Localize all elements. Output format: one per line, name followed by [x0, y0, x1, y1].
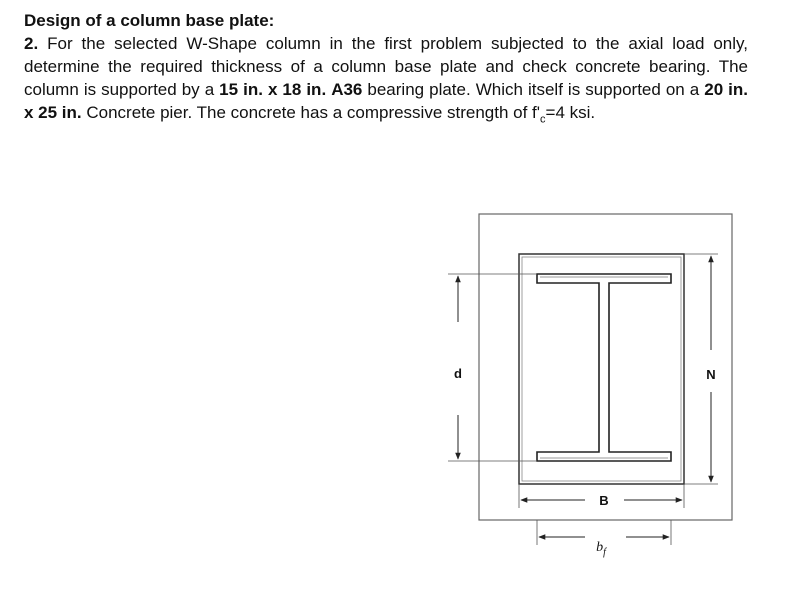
steel-grade: A36: [331, 80, 363, 99]
w-shape-section: [537, 274, 671, 461]
problem-text-4: Concrete pier. The concrete has a compressive strength of f': [81, 103, 541, 122]
fc-subscript: c: [540, 113, 546, 126]
problem-text-3: bearing plate. Which itself is supported on a: [362, 80, 705, 99]
flange-width-dimension: [537, 520, 671, 545]
problem-text-1: For the selected W-Shape column in the first problem subjected to the axial load only, determine the required thickness of a column base plate and check concrete bearing. The column is supported by a: [24, 34, 748, 99]
problem-heading: Design of a column base plate:: [24, 11, 275, 30]
label-bf-main: b: [596, 540, 604, 555]
plate-dimensions: 15 in. x 18 in.: [219, 80, 327, 99]
problem-number: 2.: [24, 34, 39, 53]
label-bf-sub: f: [603, 547, 606, 558]
label-B: B: [599, 493, 609, 508]
label-N: N: [706, 367, 716, 382]
label-d: d: [454, 366, 462, 381]
problem-text-5: =4 ksi.: [545, 103, 596, 122]
pier-dimensions: 20 in. x 25 in.: [24, 80, 749, 122]
label-bf: [596, 540, 607, 558]
